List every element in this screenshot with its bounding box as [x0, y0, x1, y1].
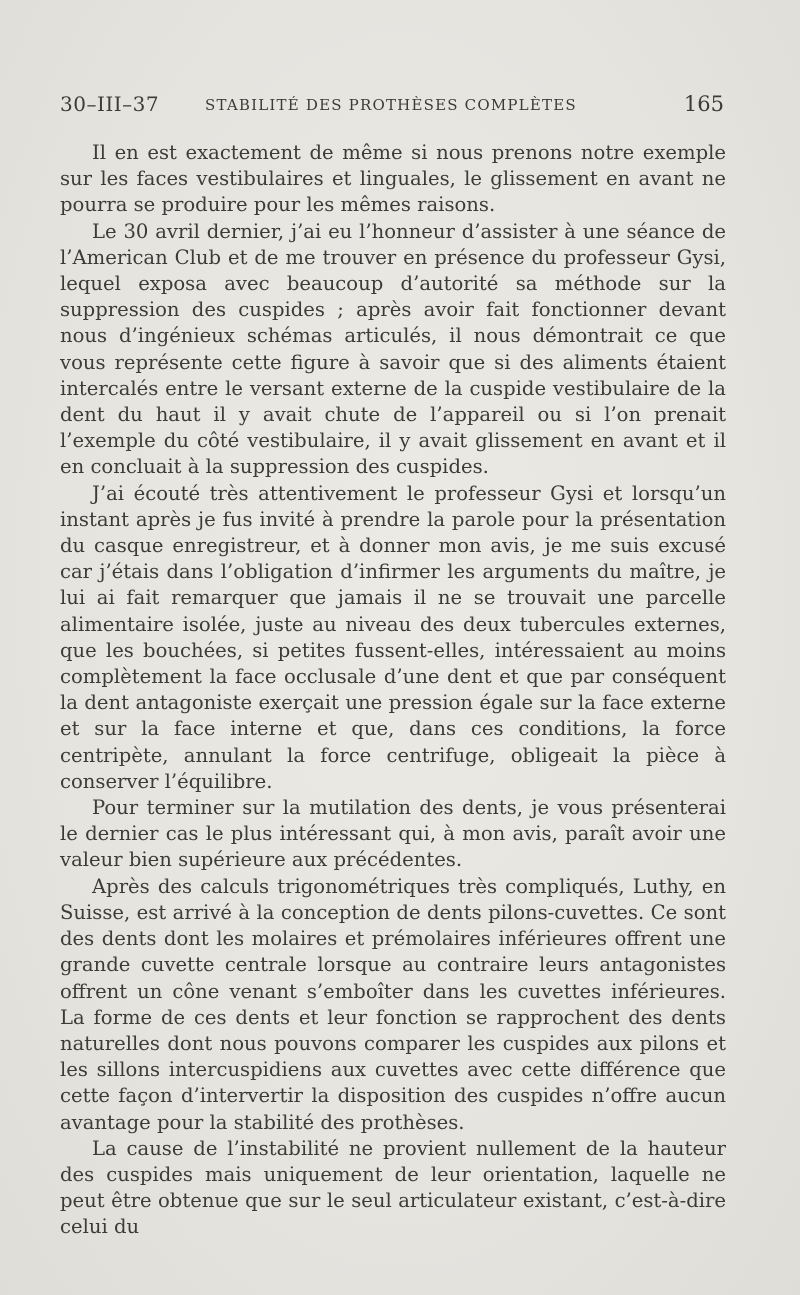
running-head [60, 92, 724, 122]
paragraph: Pour terminer sur la mutilation des dents, je vous présenterai le dernier cas le plus intéressant qui, à mon avis, paraît avoir une valeur bien supérieure aux précédentes. [60, 796, 726, 872]
header-date: 30–III–37 [60, 92, 160, 116]
page-number: 165 [683, 92, 724, 116]
running-title: STABILITÉ DES PROTHÈSES COMPLÈTES [205, 96, 577, 114]
body-text [60, 140, 726, 1241]
paragraph: La cause de l’instabilité ne provient nullement de la hauteur des cuspides mais uniquement de leur orientation, laquelle ne peut être obtenue que sur le seul articulateur existant, c’est-à-dire celui du [60, 1136, 726, 1239]
paragraph: Après des calculs trigonométriques très compliqués, Luthy, en Suisse, est arrivé à la conception de dents pilons-cuvettes. Ce sont des dents dont les molaires et prémolaires inférieures offrent une grande cuvette centrale lorsque au contraire leurs antagonistes offrent un cône venant s’emboîter dans les cuvettes inférieures. La forme de ces dents et leur fonction se rapprochent des dents naturelles dont nous pouvons comparer les cuspides aux pilons et les sillons intercuspidiens aux cuvettes avec cette différence que cette façon d’intervertir la disposition des cuspides n’offre aucun avantage pour la stabilité des prothèses. [60, 874, 726, 1134]
paragraph: Le 30 avril dernier, j’ai eu l’honneur d’assister à une séance de l’American Club et de me trouver en présence du professeur Gysi, lequel exposa avec beaucoup d’autorité sa méthode sur la suppression des cuspides ; après avoir fait fonctionner devant nous d’ingénieux schémas articulés, il nous démontrait ce que vous représente cette figure à savoir que si des aliments étaient intercalés entre le versant externe de la cuspide vestibulaire de la dent du haut il y avait chute de l’appareil ou si l’on prenait l’exemple du côté vestibulaire, il y avait glissement en avant et il en concluait à la suppression des cuspides. [60, 219, 726, 479]
paragraph: J’ai écouté très attentivement le professeur Gysi et lorsqu’un instant après je fus invité à prendre la parole pour la présentation du casque enregistreur, et à donner mon avis, je me suis excusé car j’étais dans l’obligation d’infirmer les arguments du maître, je lui ai fait remarquer que jamais il ne se trouvait une parcelle alimentaire isolée, juste au niveau des deux tubercules externes, que les bouchées, si petites fussent-elles, intéressaient au moins complètement la face occlusale d’une dent et que par conséquent la dent antagoniste exerçait une pression égale sur la face externe et sur la face interne et que, dans ces conditions, la force centripète, annulant la force centrifuge, obligeait la pièce à conserver l’équilibre. [60, 481, 726, 793]
paragraph: Il en est exactement de même si nous prenons notre exemple sur les faces vestibulaires et linguales, le glissement en avant ne pourra se produire pour les mêmes raisons. [60, 141, 726, 217]
